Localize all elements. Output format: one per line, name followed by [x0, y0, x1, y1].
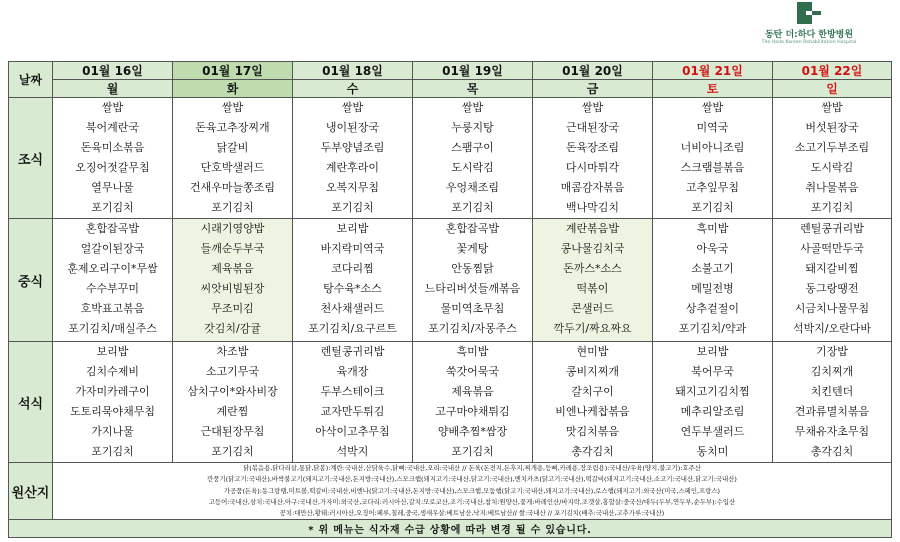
- menu-item: 돼지고기김치찜: [675, 385, 750, 398]
- menu-item: 도토리묵야채무침: [69, 405, 155, 418]
- menu-item: 갓김치/감귤: [204, 322, 261, 335]
- menu-cell: [773, 342, 892, 463]
- menu-item: 쌀밥: [341, 101, 364, 114]
- menu-item: 건새우마늘쫑조림: [189, 181, 275, 194]
- weekday-cell: 화: [173, 80, 293, 98]
- menu-item: 돼지갈비찜: [805, 262, 859, 275]
- menu-item: 미역국: [696, 121, 729, 134]
- weekday-cell: 일: [773, 80, 892, 98]
- menu-item: 바지락미역국: [320, 242, 385, 255]
- menu-item: 두부양념조림: [320, 141, 385, 154]
- menu-item: 두부스테이크: [320, 385, 385, 398]
- menu-item: 단호박샐러드: [200, 161, 265, 174]
- menu-item: 쌀밥: [101, 101, 124, 114]
- menu-cell: [773, 219, 892, 342]
- menu-item: 보리밥: [96, 345, 129, 358]
- menu-item: 쌀밥: [221, 101, 244, 114]
- menu-cell: [413, 342, 533, 463]
- menu-item: 교자만두튀김: [320, 405, 385, 418]
- menu-cell: [53, 98, 173, 219]
- menu-cell: [293, 342, 413, 463]
- menu-cell: [293, 219, 413, 342]
- weekday-cell: 월: [53, 80, 173, 98]
- menu-item: 백나막김치: [565, 201, 620, 214]
- menu-item: 렌틸콩귀리밥: [800, 222, 864, 235]
- menu-item: 호박표고볶음: [80, 302, 145, 315]
- notice-row: [9, 520, 892, 538]
- menu-item: 흑미밥: [696, 222, 729, 235]
- hospital-logo-icon: [797, 2, 821, 24]
- menu-item: 가자미카레구이: [75, 385, 150, 398]
- menu-item: 코다리찜: [331, 262, 374, 275]
- menu-item: 포기김치: [810, 201, 854, 214]
- menu-item: 포기김치/요구르트: [308, 322, 397, 335]
- date-header-label: 날짜: [9, 62, 53, 98]
- date-cell: 01월 18일: [293, 62, 413, 80]
- menu-item: 계란후라이: [325, 161, 380, 174]
- menu-item: 누룽지탕: [451, 121, 494, 134]
- menu-item: 쌀밥: [461, 101, 484, 114]
- menu-item: 닭갈비: [216, 141, 249, 154]
- menu-cell: [653, 219, 773, 342]
- origin-line: 닭(볶음용,닭다리살,통닭,닭봉):계란:국내산,산닭육수,닭뼈:국내산,오리:국내산 // 돈육(돈전지,돈후지,찌개용,등뼈,카레용,장조림용):국내산/우육(양지,불고기):호주산: [243, 464, 701, 472]
- menu-item: 탕수육*소스: [323, 282, 382, 295]
- menu-cell: [653, 98, 773, 219]
- menu-item: 씨앗비빔된장: [200, 282, 265, 295]
- menu-item: 버섯된장국: [805, 121, 859, 134]
- menu-table-body: [9, 62, 892, 538]
- menu-item: 비엔나케찹볶음: [555, 405, 630, 418]
- menu-item: 삼치구이*와사비장: [187, 385, 278, 398]
- origin-info: [53, 463, 892, 520]
- date-cell: 01월 17일: [173, 62, 293, 80]
- menu-item: 스팸구이: [451, 141, 494, 154]
- menu-item: 소고기무국: [205, 365, 260, 378]
- menu-item: 흑미밥: [456, 345, 489, 358]
- menu-cell: [533, 219, 653, 342]
- menu-item: 치킨텐더: [810, 385, 854, 398]
- menu-item: 북어계란국: [85, 121, 140, 134]
- menu-item: 보리밥: [336, 222, 369, 235]
- menu-item: 천사채샐러드: [320, 302, 385, 315]
- menu-item: 떡볶이: [576, 282, 609, 295]
- menu-item: 들깨순두부국: [200, 242, 265, 255]
- menu-change-notice: * 위 메뉴는 식자재 수급 상황에 따라 변경 될 수 있습니다.: [9, 520, 892, 538]
- menu-item: 포기김치: [451, 445, 494, 458]
- menu-item: 쌀밥: [581, 101, 604, 114]
- menu-item: 열무나물: [91, 181, 134, 194]
- menu-item: 소고기두부조림: [794, 141, 870, 154]
- date-cell: 01월 16일: [53, 62, 173, 80]
- meal-label: 중식: [9, 219, 53, 342]
- menu-item: 혼합잡곡밥: [445, 222, 500, 235]
- menu-item: 무조미김: [211, 302, 254, 315]
- menu-item: 맛김치볶음: [565, 425, 620, 438]
- weekday-cell: 금: [533, 80, 653, 98]
- menu-item: 렌틸콩귀리밥: [320, 345, 385, 358]
- menu-item: 매콤감자볶음: [560, 181, 625, 194]
- menu-item: 느타리버섯들깨볶음: [424, 282, 521, 295]
- menu-item: 동치미: [696, 445, 729, 458]
- menu-item: 근대된장국: [565, 121, 620, 134]
- menu-item: 콩비지찌개: [565, 365, 620, 378]
- menu-cell: [173, 219, 293, 342]
- menu-item: 메밀전병: [691, 282, 734, 295]
- menu-item: 소불고기: [691, 262, 734, 275]
- date-cell: 01월 21일: [653, 62, 773, 80]
- menu-item: 동그랑땡전: [805, 282, 859, 295]
- menu-item: 김치찌개: [810, 365, 854, 378]
- menu-item: 고구마야채튀김: [435, 405, 510, 418]
- menu-item: 안동찜닭: [451, 262, 494, 275]
- meal-row-breakfast: [9, 98, 892, 219]
- menu-item: 양배추찜*쌈장: [437, 425, 508, 438]
- menu-item: 제육볶음: [451, 385, 494, 398]
- meal-row-lunch: [9, 219, 892, 342]
- menu-cell: [53, 219, 173, 342]
- weekly-menu-table: [8, 61, 892, 538]
- menu-item: 물미역초무침: [440, 302, 505, 315]
- menu-item: 가지나물: [91, 425, 134, 438]
- menu-item: 포기김치: [211, 201, 254, 214]
- menu-item: 포기김치: [451, 201, 494, 214]
- menu-item: 제육볶음: [211, 262, 254, 275]
- menu-cell: [653, 342, 773, 463]
- hospital-subtitle: The Hada Korean Rehabilitation Hospital: [761, 40, 857, 45]
- menu-item: 포기김치: [691, 201, 734, 214]
- menu-cell: [533, 98, 653, 219]
- menu-item: 상추겉절이: [685, 302, 740, 315]
- menu-cell: [533, 342, 653, 463]
- menu-item: 수수부꾸미: [85, 282, 140, 295]
- menu-cell: [53, 342, 173, 463]
- menu-item: 얼갈이된장국: [80, 242, 145, 255]
- weekday-header-row: [9, 80, 892, 98]
- menu-cell: [293, 98, 413, 219]
- menu-item: 포기김치/약과: [678, 322, 747, 335]
- menu-item: 콩나물김치국: [560, 242, 625, 255]
- date-cell: 01월 22일: [773, 62, 892, 80]
- menu-item: 오징어젓갈무침: [75, 161, 150, 174]
- menu-item: 포기김치: [211, 445, 254, 458]
- menu-item: 스크램블볶음: [680, 161, 745, 174]
- menu-item: 견과류멸치볶음: [794, 405, 870, 418]
- menu-item: 돈육장조림: [565, 141, 620, 154]
- menu-item: 현미밥: [576, 345, 609, 358]
- menu-item: 사골떡만두국: [800, 242, 864, 255]
- menu-item: 콘샐러드: [571, 302, 614, 315]
- menu-item: 다시마튀각: [565, 161, 620, 174]
- menu-item: 고추잎무침: [685, 181, 740, 194]
- menu-cell: [173, 98, 293, 219]
- menu-item: 꽃게탕: [456, 242, 489, 255]
- menu-item: 도시락김: [451, 161, 494, 174]
- menu-item: 기장밥: [816, 345, 848, 358]
- menu-item: 포기김치: [331, 201, 374, 214]
- meal-label: 조식: [9, 98, 53, 219]
- menu-item: 석박지/오란다바: [792, 322, 872, 335]
- origin-line: 깐풍기(닭고기:국내산),바싹불고기(돼지고기:국내산,돈지방:국내산),스모크햄(돼지고기:국내산,닭고기:국내산),멘치카츠(닭고기:국내산),떡갈비(돼지고기:국내산,소고기:국내산,닭고기:국내산): [207, 475, 737, 484]
- menu-item: 포기김치: [91, 445, 134, 458]
- meal-row-dinner: [9, 342, 892, 463]
- menu-item: 포기김치: [91, 201, 134, 214]
- menu-item: 아욱국: [696, 242, 729, 255]
- menu-item: 포기김치/매실주스: [68, 322, 157, 335]
- origin-line: 고등어:국내산,삼치:국내산,아구:국내산,가자미:외국산,코다리:러시아산,갈치:모로코산,조기:국내산,참치:원양산,꽃게:바레인산/바지락,조갯살,홍합살:중국산/대두(두부,연두부,순두부):수입산: [208, 497, 736, 506]
- menu-item: 보리밥: [696, 345, 729, 358]
- menu-cell: [773, 98, 892, 219]
- menu-item: 갈치구이: [571, 385, 614, 398]
- menu-item: 연두부샐러드: [680, 425, 745, 438]
- weekday-cell: 목: [413, 80, 533, 98]
- menu-cell: [413, 219, 533, 342]
- menu-item: 너비아니조림: [680, 141, 745, 154]
- menu-item: 쌀밥: [821, 101, 843, 114]
- menu-item: 포기김치/자몽주스: [428, 322, 517, 335]
- menu-item: 메추리알조림: [680, 405, 745, 418]
- origin-line: 가공품(돈육):동그랑땡,미트볼,떡갈비:국내산,비엔나(닭고기:국내산,돈지방:국내산),스모크햄,모둠햄(닭고기:국내산,돼지고기:국내산),로스햄(돼지고기:외국산(미국,스페인,프랑스): [223, 486, 721, 495]
- hospital-logo: [744, 2, 874, 54]
- menu-item: 돈육고추장찌개: [195, 121, 270, 134]
- menu-cell: [413, 98, 533, 219]
- date-cell: 01월 20일: [533, 62, 653, 80]
- menu-item: 취나물볶음: [805, 181, 859, 194]
- menu-item: 아삭이고추무침: [315, 425, 390, 438]
- menu-cell: [173, 342, 293, 463]
- menu-item: 석박지: [336, 445, 369, 458]
- origin-line: 꽁치:대만산,황태:러시아산,오징어:페루,칠레,중국,생새우살:베트남산,낙지:베트남산// 쌀:국내산 // 포기김치(배추:국내산,고추가루:국내산): [279, 509, 665, 518]
- menu-item: 육개장: [336, 365, 369, 378]
- menu-item: 오복지무침: [325, 181, 380, 194]
- menu-item: 훈제오리구이*무쌈: [67, 262, 158, 275]
- menu-item: 김치수제비: [85, 365, 140, 378]
- menu-item: 냉이된장국: [325, 121, 380, 134]
- menu-item: 계란찜: [216, 405, 249, 418]
- menu-item: 근대된장무침: [200, 425, 265, 438]
- menu-item: 깍두기/짜요짜요: [553, 322, 632, 335]
- menu-item: 시래기영양밥: [200, 222, 265, 235]
- menu-item: 계란볶음밥: [565, 222, 620, 235]
- menu-item: 시금치나물무침: [794, 302, 870, 315]
- menu-item: 도시락김: [810, 161, 854, 174]
- hospital-name: 동탄 더:하다 한방병원: [764, 30, 854, 40]
- menu-item: 북어무국: [691, 365, 734, 378]
- weekday-cell: 수: [293, 80, 413, 98]
- menu-item: 혼합잡곡밥: [85, 222, 140, 235]
- menu-item: 돈까스*소스: [563, 262, 622, 275]
- menu-item: 돈육미소볶음: [80, 141, 145, 154]
- weekday-cell: 토: [653, 80, 773, 98]
- menu-item: 총각김치: [571, 445, 614, 458]
- date-header-row: [9, 62, 892, 80]
- origin-label: 원산지: [9, 463, 53, 520]
- menu-item: 차조밥: [216, 345, 249, 358]
- menu-item: 쌀밥: [701, 101, 724, 114]
- date-cell: 01월 19일: [413, 62, 533, 80]
- meal-label: 석식: [9, 342, 53, 463]
- menu-item: 우엉채조림: [445, 181, 500, 194]
- menu-item: 무채유자초무침: [794, 425, 870, 438]
- origin-row: [9, 463, 892, 520]
- menu-item: 총각김치: [810, 445, 854, 458]
- menu-item: 쑥갓어묵국: [445, 365, 500, 378]
